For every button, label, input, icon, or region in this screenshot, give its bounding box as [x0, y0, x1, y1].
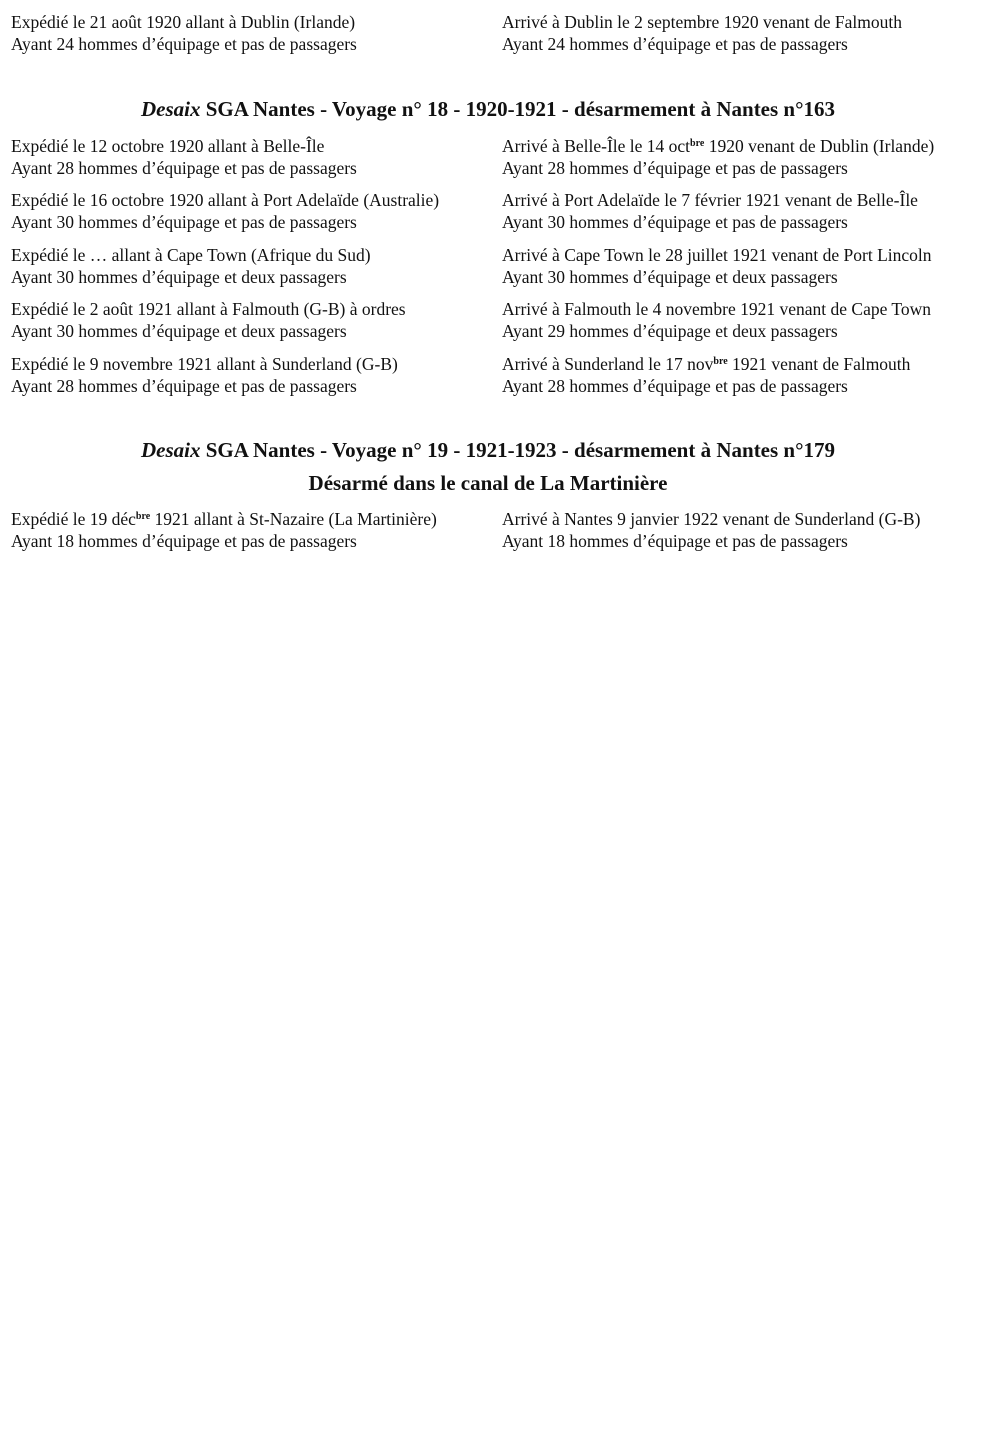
voyage-entry-row — [11, 135, 991, 181]
arrival-entry — [502, 11, 987, 55]
crew-line: Ayant 30 hommes d’équipage et deux passagers — [502, 267, 838, 287]
departure-text: Expédié le 21 août 1920 allant à Dublin (Irlande) — [11, 12, 356, 32]
voyage-entry-row — [11, 298, 991, 344]
arrival-entry — [502, 353, 987, 397]
arrival-line — [502, 244, 987, 266]
arrival-entry — [502, 244, 987, 288]
departure-line — [11, 353, 496, 375]
superscript-abbrev: bre — [713, 356, 728, 367]
voyage-19-heading — [0, 437, 976, 463]
crew-line: Ayant 30 hommes d’équipage et pas de passagers — [11, 212, 357, 232]
voyage-19-subheading: Désarmé dans le canal de La Martinière — [308, 471, 668, 495]
arrival-text: Arrivé à Falmouth le 4 novembre 1921 venant de Cape Town — [502, 299, 932, 319]
departure-text: Expédié le … allant à Cape Town (Afrique du Sud) — [11, 245, 371, 265]
departure-text: Expédié le 9 novembre 1921 allant à Sunderland (G-B) — [11, 354, 398, 374]
crew-line: Ayant 24 hommes d’équipage et pas de passagers — [11, 34, 357, 54]
departure-entry — [11, 353, 496, 397]
voyage-entry-row — [11, 508, 991, 554]
departure-line — [11, 135, 496, 157]
superscript-abbrev: bre — [690, 138, 705, 149]
departure-entry — [11, 244, 496, 288]
arrival-text: Arrivé à Dublin le 2 septembre 1920 venant de Falmouth — [502, 12, 902, 32]
departure-line — [11, 298, 496, 320]
arrival-entry — [502, 135, 987, 179]
departure-text: Expédié le 12 octobre 1920 allant à Belle-Île — [11, 136, 325, 156]
superscript-abbrev: bre — [135, 511, 151, 522]
voyage-entry-row — [11, 11, 991, 57]
crew-line: Ayant 24 hommes d’équipage et pas de passagers — [502, 34, 848, 54]
departure-entry — [11, 508, 496, 552]
departure-text: Expédié le 19 déc — [11, 509, 136, 529]
arrival-text: Arrivé à Port Adelaïde le 7 février 1921 venant de Belle-Île — [502, 190, 918, 210]
departure-line — [11, 11, 496, 33]
departure-text: Expédié le 2 août 1921 allant à Falmouth (G-B) à ordres — [11, 299, 406, 319]
crew-line: Ayant 28 hommes d’équipage et pas de passagers — [11, 158, 357, 178]
voyage-entry-row — [11, 353, 991, 399]
crew-line: Ayant 29 hommes d’équipage et deux passagers — [502, 321, 838, 341]
voyage-entry-row — [11, 244, 991, 290]
crew-line: Ayant 28 hommes d’équipage et pas de passagers — [502, 158, 848, 178]
crew-line: Ayant 30 hommes d’équipage et deux passagers — [11, 267, 347, 287]
voyage-18-heading — [0, 96, 976, 122]
arrival-text: Arrivé à Belle-Île le 14 oct — [502, 136, 691, 156]
arrival-line — [502, 298, 987, 320]
heading-text: SGA Nantes - Voyage n° 19 - 1921-1923 - désarmement à Nantes n°179 — [200, 438, 836, 462]
departure-entry — [11, 11, 496, 55]
departure-line — [11, 189, 496, 211]
heading-text: SGA Nantes - Voyage n° 18 - 1920-1921 - désarmement à Nantes n°163 — [200, 97, 836, 121]
arrival-text: Arrivé à Cape Town le 28 juillet 1921 venant de Port Lincoln — [502, 245, 932, 265]
crew-line: Ayant 30 hommes d’équipage et deux passagers — [11, 321, 347, 341]
voyage-entry-row — [11, 189, 991, 235]
ship-name: Desaix — [140, 438, 201, 462]
arrival-entry — [502, 298, 987, 342]
departure-line — [11, 244, 496, 266]
departure-entry — [11, 135, 496, 179]
arrival-entry — [502, 508, 987, 552]
arrival-text-end: 1920 venant de Dublin (Irlande) — [704, 136, 935, 156]
arrival-line — [502, 353, 987, 375]
crew-line: Ayant 18 hommes d’équipage et pas de passagers — [11, 531, 357, 551]
crew-line: Ayant 28 hommes d’équipage et pas de passagers — [11, 376, 357, 396]
arrival-text: Arrivé à Sunderland le 17 nov — [502, 354, 714, 374]
crew-line: Ayant 30 hommes d’équipage et pas de passagers — [502, 212, 848, 232]
arrival-line — [502, 11, 987, 33]
departure-text: Expédié le 16 octobre 1920 allant à Port Adelaïde (Australie) — [11, 190, 440, 210]
arrival-entry — [502, 189, 987, 233]
crew-line: Ayant 18 hommes d’équipage et pas de passagers — [502, 531, 848, 551]
arrival-text-end: 1921 venant de Falmouth — [727, 354, 911, 374]
arrival-line — [502, 189, 987, 211]
departure-entry — [11, 189, 496, 233]
ship-name: Desaix — [140, 97, 201, 121]
crew-line: Ayant 28 hommes d’équipage et pas de passagers — [502, 376, 848, 396]
departure-entry — [11, 298, 496, 342]
departure-line — [11, 508, 496, 530]
arrival-text: Arrivé à Nantes 9 janvier 1922 venant de Sunderland (G-B) — [502, 509, 921, 529]
arrival-line — [502, 508, 987, 530]
departure-text-end: 1921 allant à St-Nazaire (La Martinière) — [150, 509, 437, 529]
arrival-line — [502, 135, 987, 157]
